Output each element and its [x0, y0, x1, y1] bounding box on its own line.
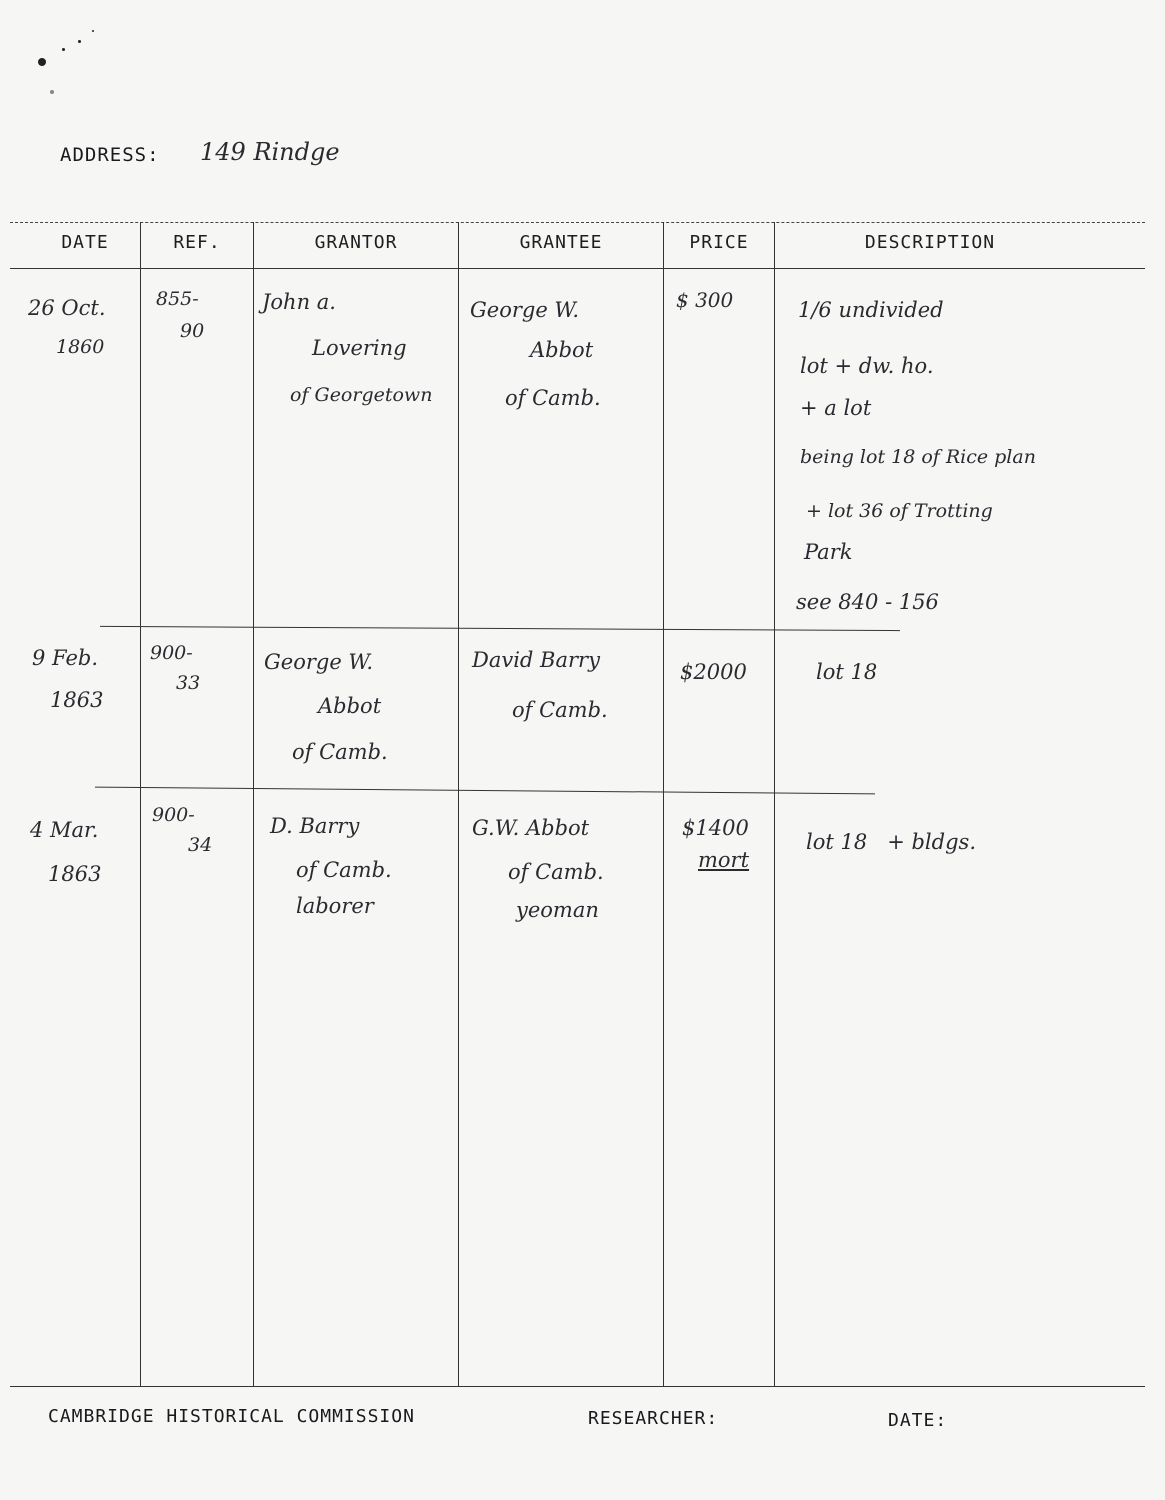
row-separator [100, 626, 900, 631]
address-label: ADDRESS: [60, 144, 160, 166]
row-grantee: of Camb. [505, 386, 601, 410]
row-grantee: George W. [470, 298, 580, 322]
row-grantor: of Georgetown [290, 384, 433, 406]
row-grantee: of Camb. [508, 860, 604, 884]
row-description: lot 18 + bldgs. [806, 830, 976, 854]
column-divider [458, 222, 459, 1386]
row-description: being lot 18 of Rice plan [800, 446, 1036, 468]
ink-speck [38, 58, 46, 66]
footer-commission: CAMBRIDGE HISTORICAL COMMISSION [48, 1406, 415, 1427]
row-price: $ 300 [676, 288, 734, 312]
ink-speck [78, 40, 81, 43]
column-header-grantee: GRANTEE [519, 232, 603, 253]
row-description: + a lot [800, 396, 872, 420]
row-grantee: Abbot [530, 338, 594, 362]
row-grantor: John a. [262, 290, 336, 314]
row-price: mort [698, 848, 750, 872]
footer-date-label: DATE: [888, 1410, 948, 1431]
row-grantee: yeoman [516, 898, 599, 922]
row-separator [95, 787, 875, 795]
row-description: lot + dw. ho. [800, 354, 934, 378]
row-ref: 900- [152, 804, 195, 826]
row-price: $1400 [682, 816, 749, 840]
column-divider [140, 222, 141, 1386]
row-ref: 34 [188, 834, 213, 856]
row-ref: 900- [150, 642, 193, 664]
row-grantor: laborer [296, 894, 374, 918]
ink-speck [92, 30, 94, 32]
row-description: 1/6 undivided [798, 298, 944, 322]
row-description: Park [804, 540, 853, 564]
row-description: see 840 - 156 [796, 590, 939, 614]
row-date: 1863 [48, 862, 102, 886]
column-divider [253, 222, 254, 1386]
header-bottom-border [10, 268, 1145, 269]
row-date: 1863 [50, 688, 104, 712]
ink-speck [50, 90, 54, 94]
footer-researcher-label: RESEARCHER: [588, 1408, 719, 1429]
table-top-border [10, 222, 1145, 223]
row-grantee: G.W. Abbot [472, 816, 590, 840]
column-header-description: DESCRIPTION [864, 232, 996, 253]
row-description: lot 18 [816, 660, 878, 684]
column-divider [663, 222, 664, 1386]
row-grantor: Lovering [312, 336, 407, 360]
row-grantor: Abbot [318, 694, 382, 718]
column-header-ref: REF. [173, 232, 221, 253]
address-value: 149 Rindge [200, 138, 340, 166]
row-ref: 90 [180, 320, 205, 342]
column-header-date: DATE [61, 232, 109, 253]
column-divider [774, 222, 775, 1386]
row-grantor: of Camb. [296, 858, 392, 882]
row-date: 9 Feb. [32, 646, 99, 670]
row-ref: 855- [156, 288, 199, 310]
row-grantor: of Camb. [292, 740, 388, 764]
row-description: + lot 36 of Trotting [806, 500, 993, 522]
row-date: 1860 [56, 336, 105, 358]
row-grantee: David Barry [472, 648, 600, 672]
row-ref: 33 [176, 672, 201, 694]
row-price: $2000 [680, 660, 747, 684]
row-date: 26 Oct. [28, 296, 106, 320]
table-bottom-border [10, 1386, 1145, 1387]
row-grantor: George W. [264, 650, 374, 674]
row-grantee: of Camb. [512, 698, 608, 722]
row-grantor: D. Barry [270, 814, 360, 838]
row-date: 4 Mar. [30, 818, 99, 842]
column-header-price: PRICE [689, 232, 749, 253]
ink-speck [62, 48, 65, 51]
column-header-grantor: GRANTOR [314, 232, 398, 253]
